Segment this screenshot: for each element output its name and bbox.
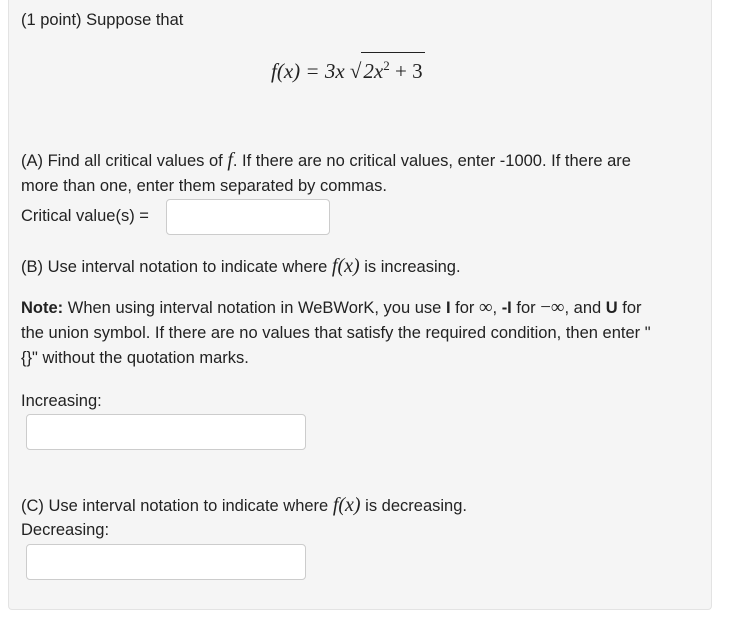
radicand-exponent: 2 bbox=[383, 58, 390, 73]
part-c-text-pre: (C) Use interval notation to indicate where bbox=[21, 497, 333, 515]
square-root: $√2x^2 + 3$ bbox=[350, 52, 425, 86]
radicand-base: 2x bbox=[363, 59, 384, 83]
part-b-text-post: is increasing. bbox=[359, 258, 461, 276]
critical-values-label: Critical value(s) = bbox=[21, 207, 149, 225]
note-union-symbol: U bbox=[605, 299, 618, 317]
increasing-input[interactable] bbox=[26, 414, 306, 450]
part-a-text-post: . If there are no critical values, enter -1000. If there are bbox=[232, 152, 631, 170]
note-text-b: for bbox=[450, 299, 479, 317]
radicand-rest: + 3 bbox=[389, 59, 423, 83]
problem-header: (1 point) Suppose that bbox=[21, 11, 184, 29]
note-neg-infinity-symbol: -I bbox=[501, 299, 512, 317]
part-b-text-pre: (B) Use interval notation to indicate where bbox=[21, 258, 332, 276]
part-b-math: f(x) bbox=[331, 255, 360, 277]
note-line1 bbox=[21, 298, 642, 318]
note-text-d: for bbox=[511, 299, 541, 317]
formula-lhs: f(x) = 3x bbox=[271, 59, 345, 83]
note-infinity-symbol: I bbox=[445, 299, 451, 317]
increasing-label: Increasing: bbox=[21, 392, 102, 410]
decreasing-label: Decreasing: bbox=[21, 521, 110, 539]
part-a-text-pre: (A) Find all critical values of bbox=[21, 152, 228, 170]
critical-values-input[interactable] bbox=[166, 199, 330, 235]
part-a-question-line2: more than one, enter them separated by commas. bbox=[21, 177, 387, 195]
part-b-question bbox=[21, 256, 461, 277]
note-text-a: When using interval notation in WeBWorK, you use bbox=[63, 299, 446, 317]
note-text-c: , bbox=[492, 299, 502, 317]
function-formula bbox=[271, 52, 425, 86]
part-a-question-line1 bbox=[21, 150, 631, 171]
neg-infinity-glyph: −∞ bbox=[540, 297, 565, 318]
problem-container bbox=[8, 0, 712, 610]
note-line3: {}" without the quotation marks. bbox=[21, 349, 249, 367]
part-c-text-post: is decreasing. bbox=[360, 497, 467, 515]
note-text-e: , and bbox=[564, 299, 606, 317]
note-label: Note: bbox=[21, 299, 64, 317]
note-line2: the union symbol. If there are no values that satisfy the required condition, then enter " bbox=[21, 324, 651, 342]
part-a-var: f bbox=[227, 149, 233, 171]
part-c-question bbox=[21, 495, 467, 516]
infinity-glyph: ∞ bbox=[478, 297, 493, 318]
note-text-f: for bbox=[617, 299, 642, 317]
part-c-math: f(x) bbox=[332, 494, 361, 516]
decreasing-input[interactable] bbox=[26, 544, 306, 580]
